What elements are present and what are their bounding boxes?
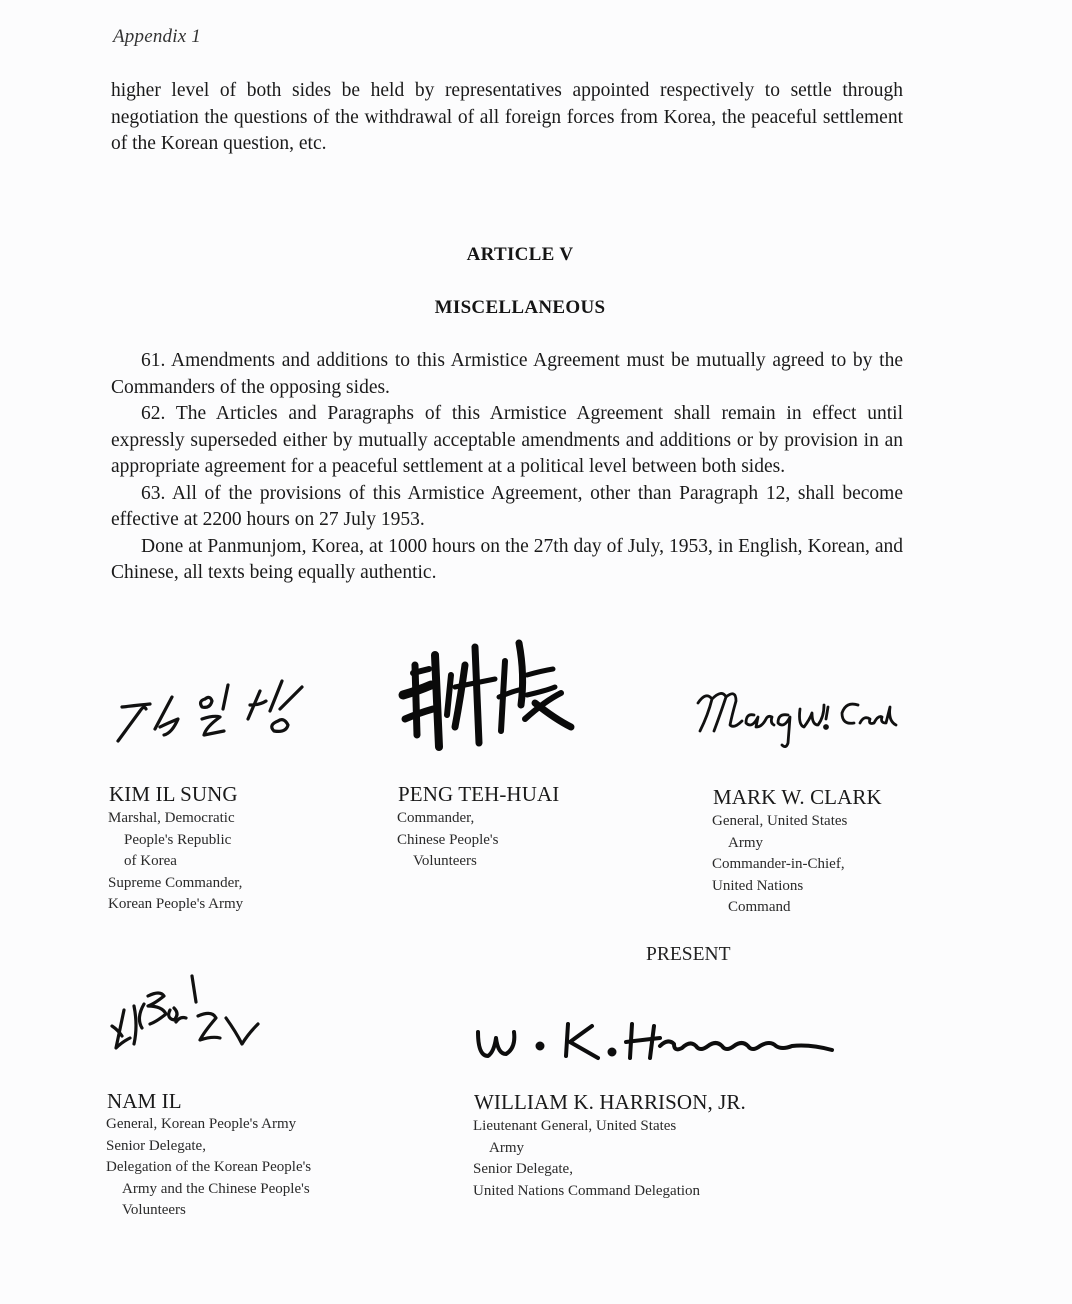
article-title-heading: MISCELLANEOUS (434, 297, 606, 318)
signatory-name: MARK W. CLARK (713, 785, 882, 809)
intro-paragraph (111, 78, 903, 158)
title-line: Senior Delegate, (106, 1137, 206, 1154)
signatory-title (473, 1116, 700, 1202)
present-label: PRESENT (646, 944, 731, 965)
title-line: Army and the Chinese People's (122, 1180, 310, 1197)
running-head: Appendix 1 (113, 26, 202, 47)
title-line: Volunteers (122, 1202, 186, 1218)
title-line: Senior Delegate, (473, 1161, 573, 1177)
title-line: Army (728, 834, 763, 851)
signature-nam-il (108, 970, 278, 1060)
title-line: People's Republic (124, 831, 232, 848)
signatory-title (108, 808, 243, 916)
signature-kim-il-sung (110, 675, 320, 750)
title-line: Volunteers (413, 853, 477, 869)
title-line: Commander, (397, 810, 475, 826)
title-line: United Nations (712, 877, 804, 894)
signature-william-k-harrison (470, 1012, 840, 1072)
signatory-title (106, 1114, 311, 1222)
title-line: Commander-in-Chief, (712, 856, 845, 872)
signatory-title (397, 808, 498, 873)
paragraph-62: 62. The Articles and Paragraphs of this Armistice Agreement shall remain in effect until expressly superseded either by mutually acceptable amendments and additions or by provision in an appropriate agreement for a peaceful settlement at a political level between both sides. (111, 403, 903, 477)
signatory-name: KIM IL SUNG (109, 782, 238, 806)
signatory-name: NAM IL (107, 1089, 182, 1113)
title-line: of Korea (124, 853, 177, 869)
title-line: Army (489, 1139, 524, 1156)
signature-peng-teh-huai (395, 635, 580, 755)
signature-mark-w-clark (692, 685, 902, 755)
title-line: Command (728, 899, 791, 915)
signatory-name: PENG TEH-HUAI (398, 782, 560, 806)
signatory-name: WILLIAM K. HARRISON, JR. (474, 1090, 746, 1114)
title-line: Supreme Commander, (108, 874, 243, 891)
title-line: Marshal, Democratic (108, 810, 235, 826)
title-line: Lieutenant General, United States (473, 1118, 677, 1134)
closing-paragraph: Done at Panmunjom, Korea, at 1000 hours on the 27th day of July, 1953, in English, Korean, and Chinese, all texts being equally authentic. (111, 535, 903, 583)
title-line: General, Korean People's Army (106, 1116, 297, 1132)
article-paragraphs (111, 348, 903, 587)
signatory-title (712, 811, 847, 919)
title-line: Chinese People's (397, 831, 499, 848)
paragraph-61: 61. Amendments and additions to this Armistice Agreement must be mutually agreed to by the Commanders of the opposing sides. (111, 350, 903, 398)
title-line: Korean People's Army (108, 896, 244, 912)
article-number-heading: ARTICLE V (466, 244, 574, 265)
paragraph-63: 63. All of the provisions of this Armistice Agreement, other than Paragraph 12, shall become effective at 2200 hours on 27 July 1953. (111, 482, 903, 530)
intro-paragraph-text: higher level of both sides be held by representatives appointed respectively to settle through negotiation the questions of the withdrawal of all foreign forces from Korea, the peaceful settlement of the Korean question, etc. (111, 80, 903, 154)
title-line: General, United States (712, 813, 848, 829)
title-line: United Nations Command Delegation (473, 1182, 701, 1199)
title-line: Delegation of the Korean People's (106, 1159, 312, 1175)
